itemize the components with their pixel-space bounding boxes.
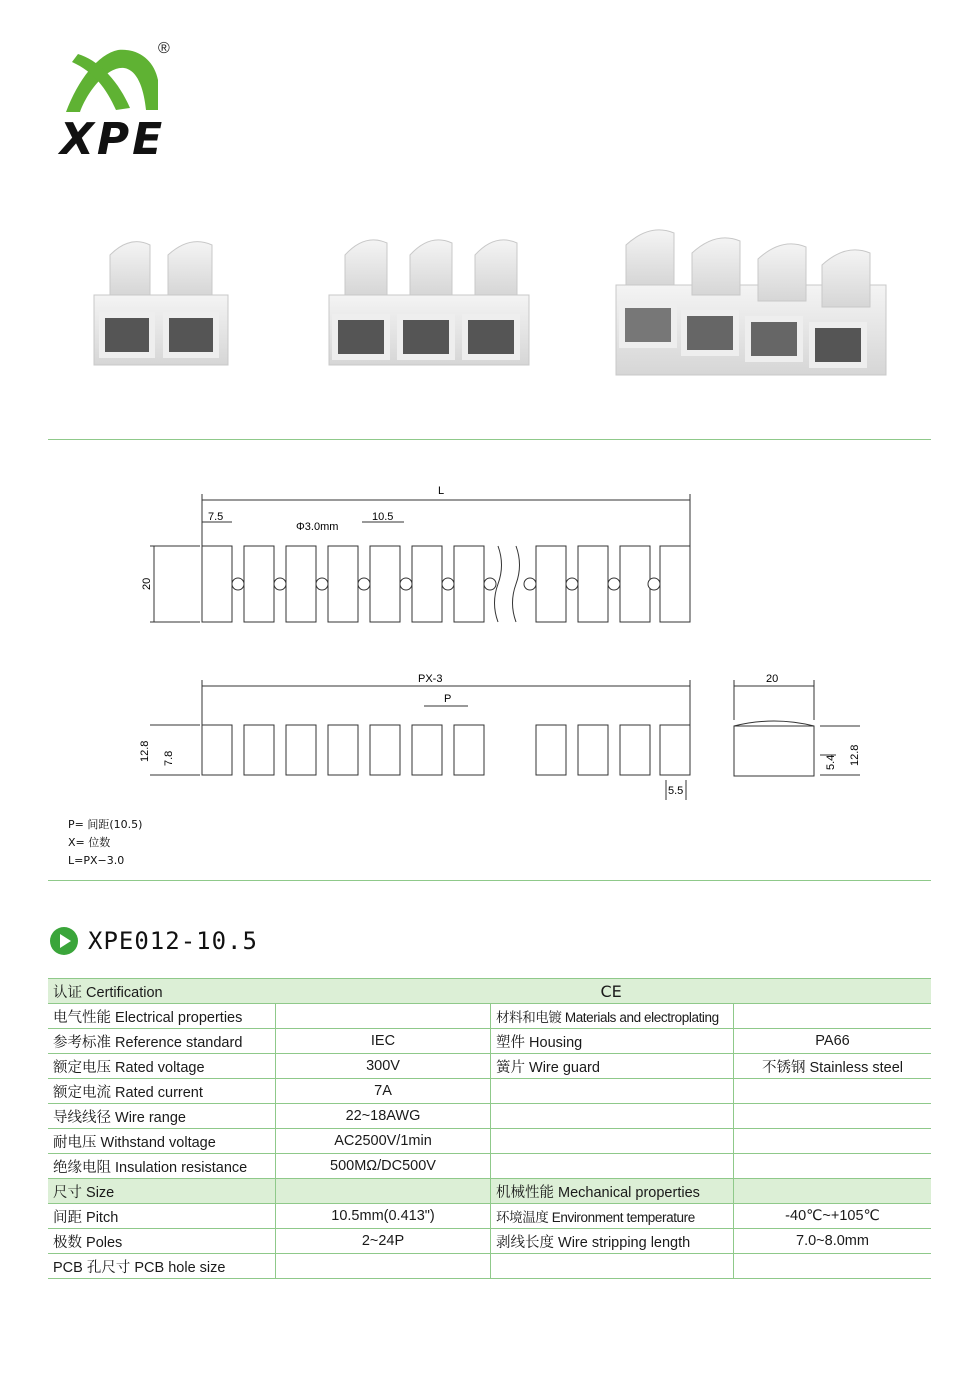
- table-row: 间距 Pitch 10.5mm(0.413") 环境温度 Environment temperature -40℃~+105℃: [48, 1204, 931, 1229]
- product-heading: [50, 925, 258, 957]
- product-photo-2p: [90, 215, 240, 395]
- table-row: 极数 Poles 2~24P 剥线长度 Wire stripping length 7.0~8.0mm: [48, 1229, 931, 1254]
- divider-middle: [48, 880, 931, 881]
- dim-5-5: 5.5: [668, 785, 684, 797]
- dim-12-8-end: 12.8: [849, 744, 861, 766]
- table-row: 尺寸 Size 机械性能 Mechanical properties: [48, 1179, 931, 1204]
- table-row: 导线线径 Wire range 22~18AWG: [48, 1104, 931, 1129]
- cert-label: 认证 Certification: [48, 979, 276, 1004]
- table-row: 额定电流 Rated current 7A: [48, 1079, 931, 1104]
- drawing-notes: [68, 816, 142, 870]
- technical-drawing: [120, 470, 880, 810]
- table-row: 额定电压 Rated voltage 300V 簧片 Wire guard 不锈钢 Stainless steel: [48, 1054, 931, 1079]
- product-photo-3p: [325, 215, 535, 395]
- dim-PX-3: PX-3: [418, 673, 443, 685]
- table-row: PCB 孔尺寸 PCB hole size: [48, 1254, 931, 1279]
- dim-20-top: 20: [141, 577, 153, 590]
- brand-logo: [58, 40, 188, 165]
- dim-5-4: 5.4: [825, 754, 837, 770]
- xpe-logo-mark-icon: [58, 40, 168, 120]
- divider-top: [48, 439, 931, 440]
- play-arrow-icon: [50, 927, 78, 955]
- dim-10-5: 10.5: [372, 511, 394, 523]
- product-title: XPE012-10.5: [88, 927, 258, 955]
- table-row: 耐电压 Withstand voltage AC2500V/1min: [48, 1129, 931, 1154]
- brand-name: XPE: [60, 114, 166, 165]
- dim-P: P: [444, 693, 452, 705]
- dim-L: L: [438, 485, 445, 497]
- dim-7-8: 7.8: [163, 750, 175, 766]
- dim-20-end: 20: [766, 673, 779, 685]
- spec-table: [48, 978, 931, 1279]
- table-row: 绝缘电阻 Insulation resistance 500MΩ/DC500V: [48, 1154, 931, 1179]
- dim-hole: Φ3.0mm: [296, 521, 339, 533]
- note-l: L=PX−3.0: [68, 854, 125, 867]
- table-row: 参考标准 Reference standard IEC 塑件 Housing PA66: [48, 1029, 931, 1054]
- registered-mark: ®: [158, 40, 170, 57]
- table-row: [48, 979, 931, 1004]
- dim-12-8-side: 12.8: [139, 740, 151, 762]
- note-p: P= 间距(10.5): [68, 818, 143, 831]
- ce-mark: CE: [276, 979, 932, 1004]
- product-photo-4p: [612, 215, 892, 395]
- table-row: 电气性能 Electrical properties 材料和电镀 Materials and electroplating: [48, 1004, 931, 1029]
- note-x: X= 位数: [68, 836, 111, 849]
- dim-7-5: 7.5: [208, 511, 224, 523]
